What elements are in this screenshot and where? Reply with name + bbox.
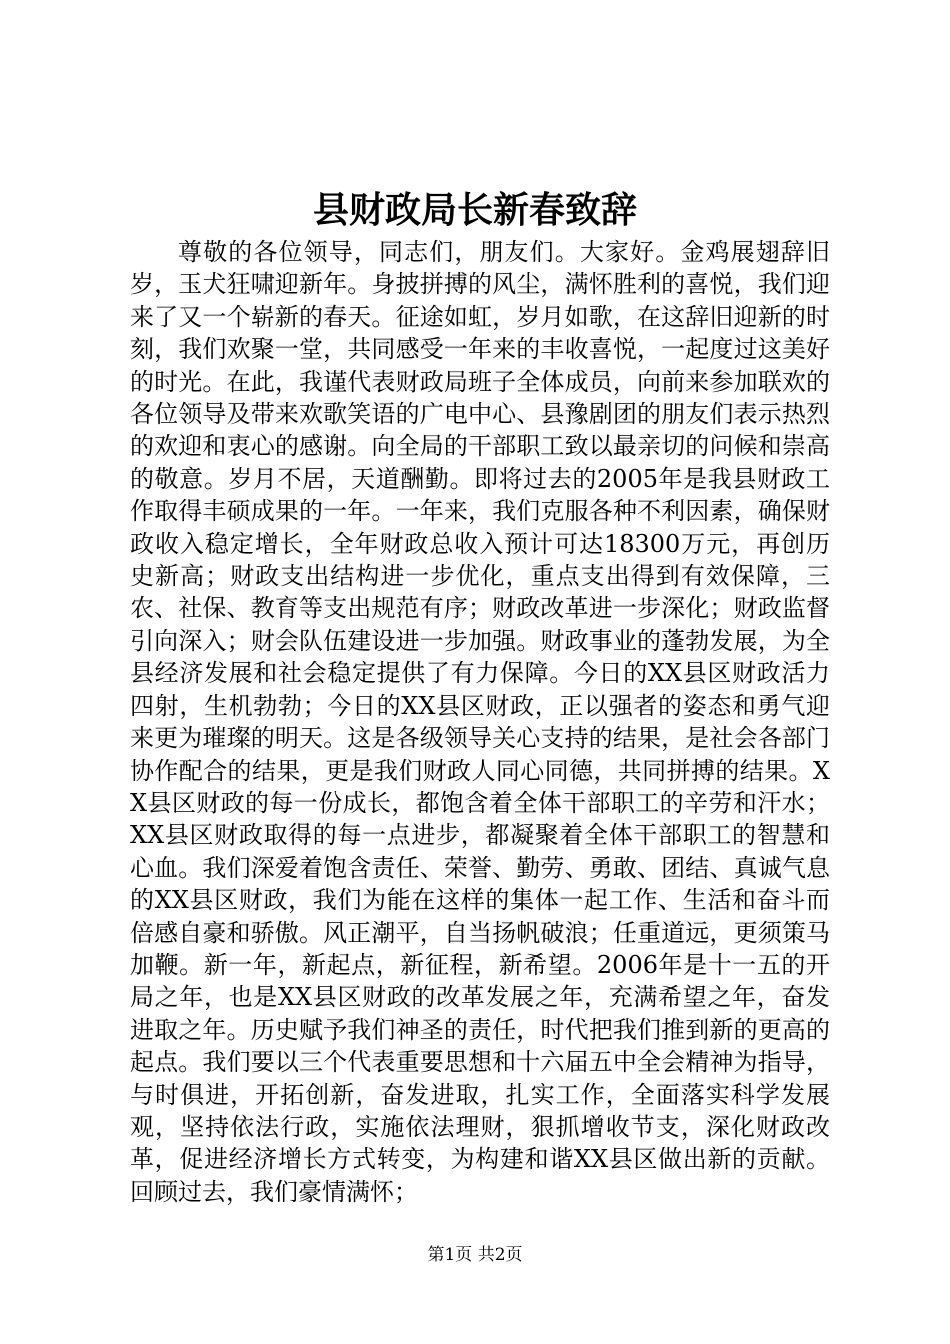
body-paragraph: 尊敬的各位领导，同志们，朋友们。大家好。金鸡展翅辞旧岁，玉犬狂啸迎新年。身披拼搏的风尘，满怀胜利的喜悦，我们迎来了又一个崭新的春天。征途如虹，岁月如歌，在这辞旧迎新的时刻，我们欢聚一堂，共同感受一年来的丰收喜悦，一起度过这美好的时光。在此，我谨代表财政局班子全体成员，向前来参加联欢的各位领导及带来欢歌笑语的广电中心、县豫剧团的朋友们表示热烈的欢迎和衷心的感谢。向全局的干部职工致以最亲切的问候和崇高的敬意。岁月不居，天道酬勤。即将过去的2005年是我县财政工作取得丰硕成果的一年。一年来，我们克服各种不利因素，确保财政收入稳定增长，全年财政总收入预计可达18300万元，再创历史新高；财政支出结构进一步优化，重点支出得到有效保障，三农、社保、教育等支出规范有序；财政改革进一步深化；财政监督引向深入；财会队伍建设进一步加强。财政事业的蓬勃发展，为全县经济发展和社会稳定提供了有力保障。今日的XX县区财政活力四射，生机勃勃；今日的XX县区财政，正以强者的姿态和勇气迎来更为璀璨的明天。这是各级领导关心支持的结果，是社会各部门协作配合的结果，更是我们财政人同心同德，共同拼搏的结果。XX县区财政的每一份成长，都饱含着全体干部职工的辛劳和汗水；XX县区财政取得的每一点进步，都凝聚着全体干部职工的智慧和心血。我们深爱着饱含责任、荣誉、勤劳、勇敢、团结、真诚气息的XX县区财政，我们为能在这样的集体一起工作、生活和奋斗而倍感自豪和骄傲。风正潮平，自当扬帆破浪；任重道远，更须策马加鞭。新一年，新起点，新征程，新希望。2006年是十一五的开局之年，也是XX县区财政的改革发展之年，充满希望之年，奋发进取之年。历史赋予我们神圣的责任，时代把我们推到新的更高的起点。我们要以三个代表重要思想和十六届五中全会精神为指导，与时俱进，开拓创新，奋发进取，扎实工作，全面落实科学发展观，坚持依法行政，实施依法理财，狠抓增收节支，深化财政改革，促进经济增长方式转变，为构建和谐XX县区做出新的贡献。回顾过去，我们豪情满怀；	[130, 238, 830, 1206]
page-footer: 第1页 共2页	[427, 1245, 523, 1265]
page-title: 县财政局长新春致辞	[312, 189, 637, 231]
